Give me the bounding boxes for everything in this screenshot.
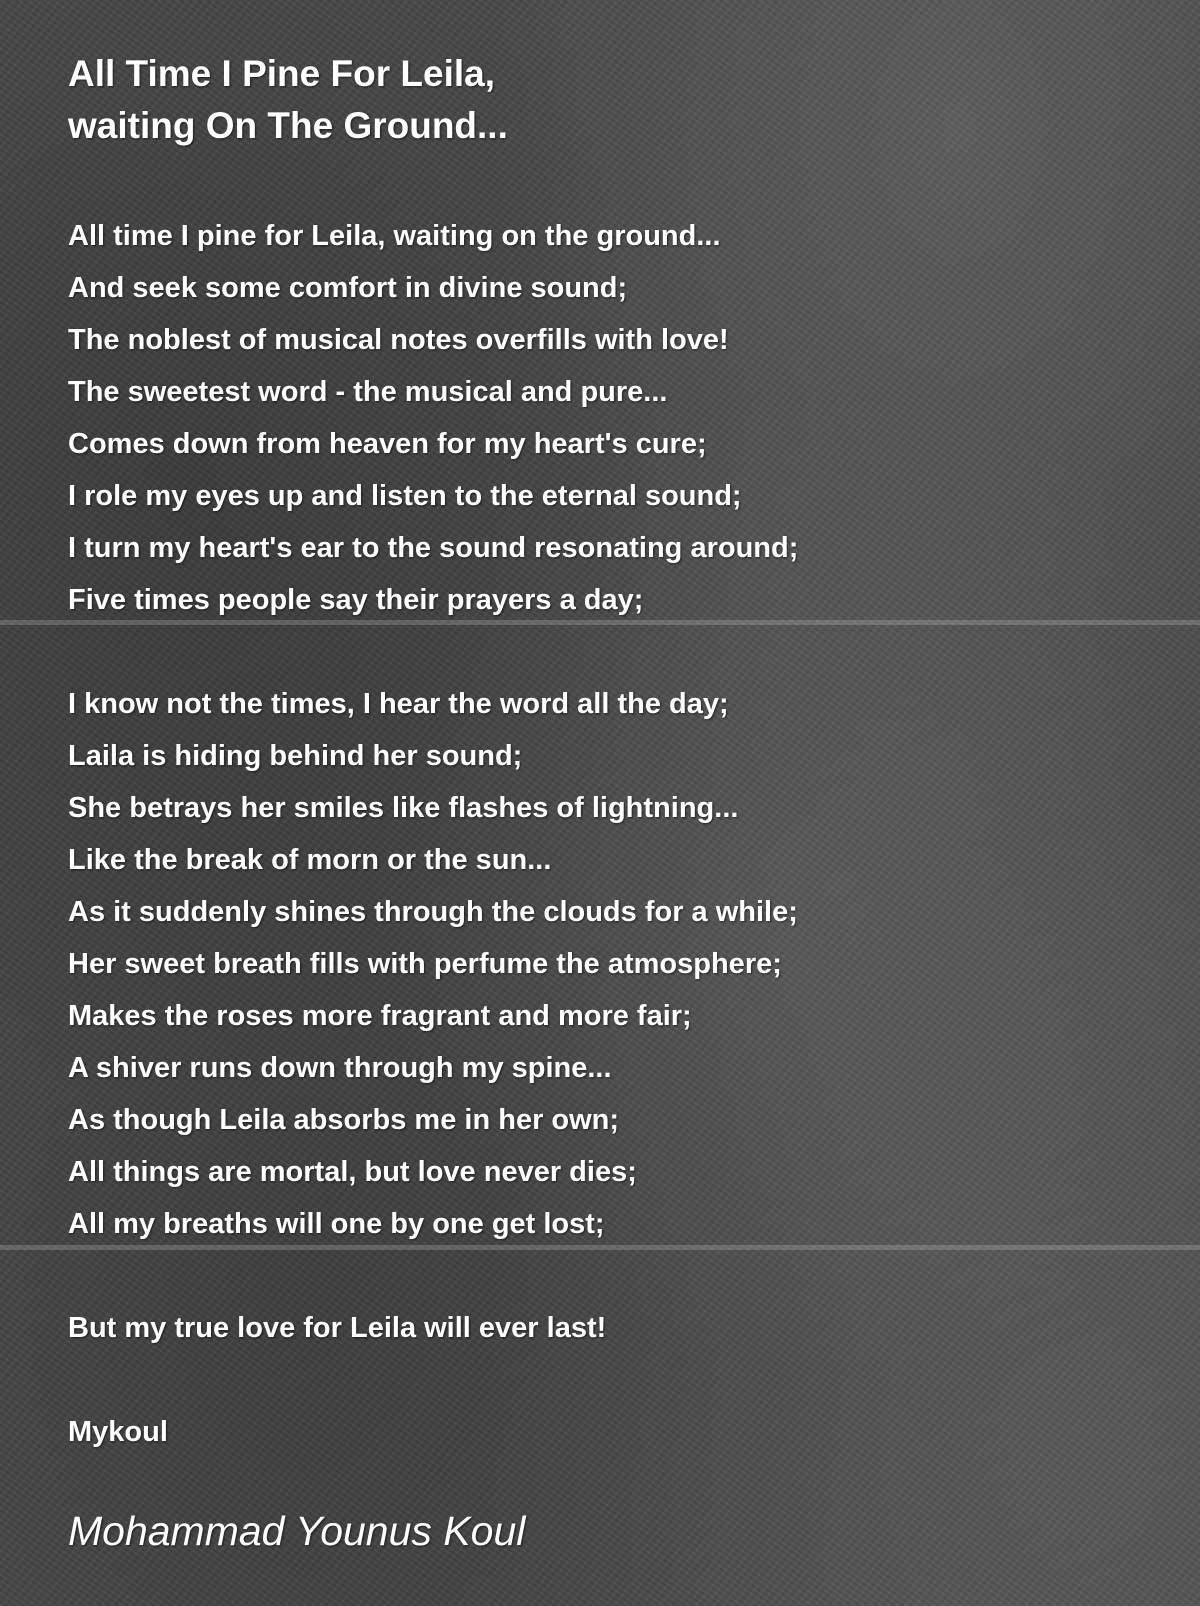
poem-container xyxy=(68,48,1148,1458)
poem-line: All time I pine for Leila, waiting on the ground... xyxy=(68,220,721,252)
poem-line: As it suddenly shines through the clouds for a while; xyxy=(68,896,798,928)
poem-line: Laila is hiding behind her sound; xyxy=(68,740,523,772)
poem-line: Her sweet breath fills with perfume the atmosphere; xyxy=(68,948,782,980)
poem-line: As though Leila absorbs me in her own; xyxy=(68,1104,620,1136)
poem-title xyxy=(68,48,1148,152)
poem-title-line: waiting On The Ground... xyxy=(68,105,508,146)
poem-line: I know not the times, I hear the word all the day; xyxy=(68,688,729,720)
poem-line: A shiver runs down through my spine... xyxy=(68,1052,612,1084)
poem-line: All my breaths will one by one get lost; xyxy=(68,1208,605,1240)
author-name: Mohammad Younus Koul xyxy=(68,1508,526,1554)
stanza-gap xyxy=(68,1354,1148,1406)
poem-line: All things are mortal, but love never dies; xyxy=(68,1156,637,1188)
poem-line: And seek some comfort in divine sound; xyxy=(68,272,628,304)
poem-line: Makes the roses more fragrant and more fair; xyxy=(68,1000,692,1032)
stanza-gap xyxy=(68,1250,1148,1302)
poem-line: I role my eyes up and listen to the eternal sound; xyxy=(68,480,742,512)
poem-line: Comes down from heaven for my heart's cure; xyxy=(68,428,707,460)
stanza-gap xyxy=(68,626,1148,678)
poem-body xyxy=(68,210,1148,1458)
poem-line: Five times people say their prayers a day; xyxy=(68,584,644,616)
poem-line: I turn my heart's ear to the sound resonating around; xyxy=(68,532,799,564)
poem-line: The sweetest word - the musical and pure... xyxy=(68,376,668,408)
poem-line: Mykoul xyxy=(68,1416,168,1448)
poem-line: Like the break of morn or the sun... xyxy=(68,844,552,876)
poem-line: But my true love for Leila will ever last! xyxy=(68,1312,607,1344)
poem-line: The noblest of musical notes overfills with love! xyxy=(68,324,729,356)
poem-line: She betrays her smiles like flashes of lightning... xyxy=(68,792,739,824)
poem-title-line: All Time I Pine For Leila, xyxy=(68,53,495,94)
